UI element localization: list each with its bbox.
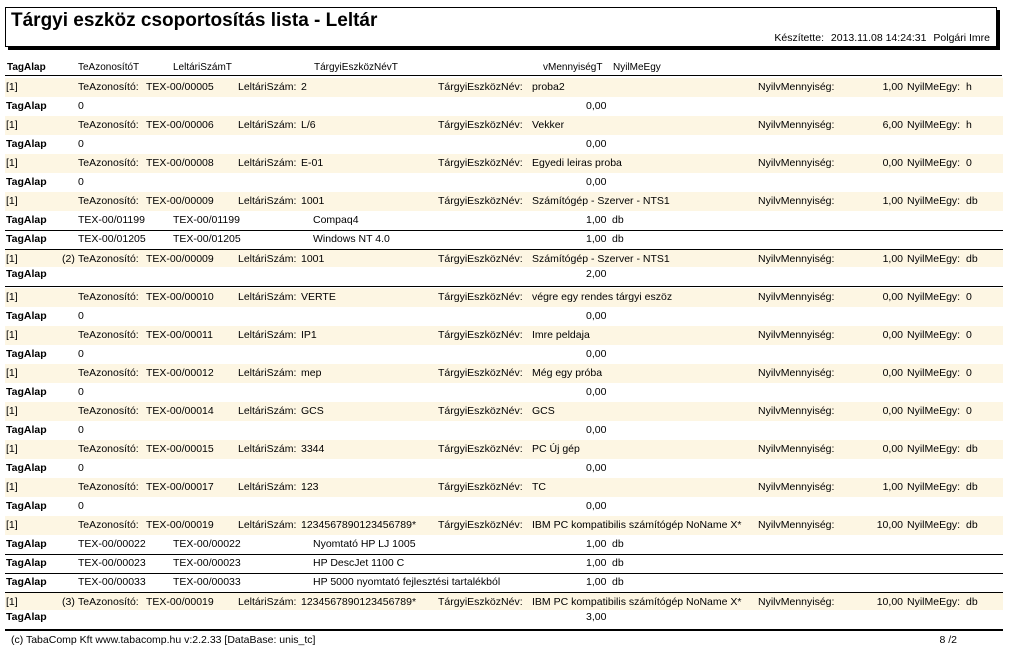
cell-l: h: [966, 119, 972, 131]
col-tagalap: TagAlap: [7, 62, 46, 73]
summary-row: [5, 269, 1003, 287]
cell-n: HP 5000 nyomtató fejlesztési tartalékból: [313, 576, 501, 588]
cell-i: NyilvMennyiség:: [758, 443, 835, 455]
cell-q: 0,00: [586, 176, 607, 188]
group-row: [5, 250, 1003, 267]
cell-e: LeltáriSzám:: [238, 329, 297, 341]
cell-a: [1]: [6, 253, 18, 265]
cell-q: 0,00: [586, 462, 607, 474]
cell-j: 10,00: [876, 596, 903, 608]
cell-f: E-01: [301, 157, 324, 169]
made-by: Polgári Imre: [933, 32, 990, 44]
report-title: Tárgyi eszköz csoportosítás lista - Leltár: [11, 10, 378, 31]
cell-e: LeltáriSzám:: [238, 253, 297, 265]
cell-q: 1,00: [586, 557, 607, 569]
cell-l: 0: [966, 329, 972, 341]
cell-a: [1]: [6, 329, 18, 341]
cell-g: TárgyiEszközNév:: [438, 81, 523, 93]
group-row: [5, 78, 1003, 97]
cell-a: TagAlap: [6, 611, 47, 623]
summary-row: [5, 307, 1003, 327]
cell-h: Egyedi leiras proba: [532, 157, 622, 169]
cell-f: 2: [301, 81, 307, 93]
cell-l: db: [966, 596, 978, 608]
cell-a: [1]: [6, 195, 18, 207]
cell-b: 0: [78, 310, 84, 322]
cell-n: Compaq4: [313, 214, 359, 226]
cell-b: 0: [78, 176, 84, 188]
cell-q: 0,00: [586, 424, 607, 436]
cell-l: 0: [966, 367, 972, 379]
cell-e: LeltáriSzám:: [238, 119, 297, 131]
cell-m: TEX-00/00023: [173, 557, 241, 569]
cell-d: TEX-00/00005: [146, 81, 214, 93]
cell-i: NyilvMennyiség:: [758, 157, 835, 169]
cell-k: NyilMeEgy:: [907, 291, 961, 303]
cell-f: 3344: [301, 443, 325, 455]
cell-q: 1,00: [586, 538, 607, 550]
cell-g: TárgyiEszközNév:: [438, 329, 523, 341]
cell-a: [1]: [6, 157, 18, 169]
cell-n: Windows NT 4.0: [313, 233, 390, 245]
page-number: 8 /2: [939, 634, 957, 646]
cell-e: LeltáriSzám:: [238, 596, 297, 608]
cell-f: 1234567890123456789*: [301, 519, 417, 531]
cell-l: db: [966, 519, 978, 531]
cell-b: 0: [78, 348, 84, 360]
made-date: 2013.11.08 14:24:31: [830, 32, 927, 44]
cell-q: 0,00: [586, 138, 607, 150]
cell-a: [1]: [6, 596, 18, 608]
cell-g: TárgyiEszközNév:: [438, 253, 523, 265]
cell-j: 1,00: [882, 481, 903, 493]
group-row: [5, 154, 1003, 173]
cell-b: TEX-00/00023: [78, 557, 146, 569]
cell-h: végre egy rendes tárgyi eszöz: [532, 291, 673, 303]
cell-c: TeAzonosító:: [78, 253, 139, 265]
cell-q: 1,00: [586, 214, 607, 226]
col-menny: vMennyiségT: [543, 62, 603, 73]
cell-a: TagAlap: [6, 557, 47, 569]
cell-j: 0,00: [882, 157, 903, 169]
col-egy: NyilMeEgy: [613, 62, 661, 73]
cell-d: TEX-00/00019: [146, 519, 214, 531]
cell-q: 0,00: [586, 348, 607, 360]
detail-row: [5, 535, 1003, 555]
report-title-box: [5, 7, 997, 47]
cell-h: IBM PC kompatibilis számítógép NoName X*: [532, 519, 742, 531]
cell-b: (3): [62, 596, 75, 608]
cell-k: NyilMeEgy:: [907, 253, 961, 265]
cell-b: 0: [78, 424, 84, 436]
cell-l: db: [966, 443, 978, 455]
cell-r: db: [612, 576, 624, 588]
cell-a: TagAlap: [6, 214, 47, 226]
cell-i: NyilvMennyiség:: [758, 291, 835, 303]
cell-i: NyilvMennyiség:: [758, 253, 835, 265]
cell-l: 0: [966, 291, 972, 303]
cell-b: TEX-00/01199: [78, 214, 145, 226]
cell-a: TagAlap: [6, 576, 47, 588]
footer-divider: [5, 630, 1003, 631]
group-row: [5, 288, 1003, 307]
cell-g: TárgyiEszközNév:: [438, 443, 523, 455]
cell-f: 1234567890123456789*: [301, 596, 417, 608]
cell-f: IP1: [301, 329, 317, 341]
cell-l: 0: [966, 405, 972, 417]
cell-b: 0: [78, 462, 84, 474]
cell-j: 1,00: [882, 81, 903, 93]
cell-a: TagAlap: [6, 348, 47, 360]
cell-m: TEX-00/00022: [173, 538, 241, 550]
summary-row: [5, 383, 1003, 403]
cell-j: 0,00: [882, 329, 903, 341]
cell-c: TeAzonosító:: [78, 157, 139, 169]
cell-d: TEX-00/00006: [146, 119, 214, 131]
cell-k: NyilMeEgy:: [907, 329, 961, 341]
cell-a: [1]: [6, 405, 18, 417]
summary-row: [5, 421, 1003, 441]
cell-q: 0,00: [586, 500, 607, 512]
cell-h: PC Új gép: [532, 443, 580, 455]
cell-f: mep: [301, 367, 322, 379]
cell-k: NyilMeEgy:: [907, 157, 961, 169]
cell-a: [1]: [6, 481, 18, 493]
cell-a: [1]: [6, 81, 18, 93]
cell-l: db: [966, 481, 978, 493]
cell-a: TagAlap: [6, 424, 47, 436]
cell-i: NyilvMennyiség:: [758, 119, 835, 131]
cell-b: TEX-00/01205: [78, 233, 146, 245]
cell-j: 0,00: [882, 367, 903, 379]
cell-r: db: [612, 214, 624, 226]
cell-i: NyilvMennyiség:: [758, 405, 835, 417]
summary-row: [5, 459, 1003, 479]
cell-r: db: [612, 233, 624, 245]
cell-g: TárgyiEszközNév:: [438, 157, 523, 169]
cell-j: 0,00: [882, 405, 903, 417]
cell-b: (2): [62, 253, 75, 265]
cell-q: 0,00: [586, 386, 607, 398]
group-row: [5, 593, 1003, 610]
cell-k: NyilMeEgy:: [907, 596, 961, 608]
summary-row: [5, 497, 1003, 517]
cell-a: TagAlap: [6, 176, 47, 188]
cell-f: VERTE: [301, 291, 336, 303]
cell-h: Még egy próba: [532, 367, 603, 379]
col-teazon: TeAzonosítóT: [78, 62, 140, 73]
cell-q: 1,00: [586, 233, 607, 245]
cell-l: db: [966, 253, 978, 265]
cell-e: LeltáriSzám:: [238, 405, 297, 417]
summary-row: [5, 135, 1003, 155]
cell-e: LeltáriSzám:: [238, 291, 297, 303]
cell-a: [1]: [6, 367, 18, 379]
col-leltari: LeltáriSzámT: [173, 62, 232, 73]
cell-l: h: [966, 81, 972, 93]
cell-a: TagAlap: [6, 386, 47, 398]
cell-r: db: [612, 538, 624, 550]
cell-f: GCS: [301, 405, 324, 417]
cell-r: db: [612, 557, 624, 569]
header-divider: [5, 75, 1002, 76]
cell-g: TárgyiEszközNév:: [438, 367, 523, 379]
cell-b: 0: [78, 100, 84, 112]
cell-d: TEX-00/00017: [146, 481, 214, 493]
summary-row: [5, 345, 1003, 365]
cell-c: TeAzonosító:: [78, 519, 139, 531]
group-row: [5, 364, 1003, 383]
cell-g: TárgyiEszközNév:: [438, 405, 523, 417]
summary-row: [5, 173, 1003, 193]
cell-b: 0: [78, 138, 84, 150]
cell-a: TagAlap: [6, 233, 47, 245]
cell-j: 10,00: [876, 519, 903, 531]
cell-c: TeAzonosító:: [78, 367, 139, 379]
cell-q: 0,00: [586, 100, 607, 112]
cell-i: NyilvMennyiség:: [758, 596, 835, 608]
col-nev: TárgyiEszközNévT: [314, 62, 398, 73]
cell-i: NyilvMennyiség:: [758, 329, 835, 341]
cell-a: TagAlap: [6, 310, 47, 322]
cell-c: TeAzonosító:: [78, 405, 139, 417]
cell-c: TeAzonosító:: [78, 596, 139, 608]
cell-f: 1001: [301, 195, 325, 207]
cell-i: NyilvMennyiség:: [758, 519, 835, 531]
cell-j: 6,00: [882, 119, 903, 131]
cell-a: TagAlap: [6, 138, 47, 150]
group-row: [5, 440, 1003, 459]
cell-c: TeAzonosító:: [78, 481, 139, 493]
cell-e: LeltáriSzám:: [238, 481, 297, 493]
cell-m: TEX-00/01205: [173, 233, 241, 245]
cell-d: TEX-00/00015: [146, 443, 214, 455]
cell-h: proba2: [532, 81, 565, 93]
cell-g: TárgyiEszközNév:: [438, 519, 523, 531]
cell-e: LeltáriSzám:: [238, 81, 297, 93]
cell-k: NyilMeEgy:: [907, 405, 961, 417]
cell-k: NyilMeEgy:: [907, 81, 961, 93]
cell-q: 3,00: [586, 611, 607, 623]
cell-q: 0,00: [586, 310, 607, 322]
cell-g: TárgyiEszközNév:: [438, 596, 523, 608]
group-row: [5, 516, 1003, 535]
cell-c: TeAzonosító:: [78, 291, 139, 303]
cell-l: 0: [966, 157, 972, 169]
cell-c: TeAzonosító:: [78, 443, 139, 455]
cell-k: NyilMeEgy:: [907, 119, 961, 131]
cell-h: GCS: [532, 405, 555, 417]
made-label: Készítette:: [774, 32, 824, 44]
cell-n: Nyomtató HP LJ 1005: [313, 538, 416, 550]
cell-m: TEX-00/00033: [173, 576, 241, 588]
cell-i: NyilvMennyiség:: [758, 195, 835, 207]
footer-text: (c) TabaComp Kft www.tabacomp.hu v:2.2.33 [DataBase: unis_tc]: [11, 634, 316, 646]
cell-d: TEX-00/00014: [146, 405, 214, 417]
group-row: [5, 326, 1003, 345]
cell-c: TeAzonosító:: [78, 81, 139, 93]
group-row: [5, 192, 1003, 211]
cell-d: TEX-00/00010: [146, 291, 214, 303]
cell-h: Számítógép - Szerver - NTS1: [532, 253, 670, 265]
cell-k: NyilMeEgy:: [907, 443, 961, 455]
summary-row: [5, 97, 1003, 117]
cell-n: HP DescJet 1100 C: [313, 557, 405, 569]
cell-c: TeAzonosító:: [78, 195, 139, 207]
cell-j: 1,00: [882, 253, 903, 265]
cell-l: db: [966, 195, 978, 207]
cell-b: 0: [78, 386, 84, 398]
group-row: [5, 402, 1003, 421]
cell-a: TagAlap: [6, 462, 47, 474]
column-header: [0, 62, 1011, 74]
cell-h: Számítógép - Szerver - NTS1: [532, 195, 670, 207]
cell-h: Imre peldaja: [532, 329, 590, 341]
detail-row: [5, 554, 1003, 574]
cell-f: 123: [301, 481, 319, 493]
group-row: [5, 116, 1003, 135]
cell-h: TC: [532, 481, 546, 493]
cell-a: [1]: [6, 119, 18, 131]
cell-m: TEX-00/01199: [173, 214, 240, 226]
cell-j: 0,00: [882, 443, 903, 455]
summary-row: [5, 612, 1003, 630]
cell-b: TEX-00/00022: [78, 538, 146, 550]
cell-i: NyilvMennyiség:: [758, 481, 835, 493]
cell-j: 1,00: [882, 195, 903, 207]
cell-b: 0: [78, 500, 84, 512]
cell-e: LeltáriSzám:: [238, 519, 297, 531]
cell-c: TeAzonosító:: [78, 119, 139, 131]
cell-a: [1]: [6, 291, 18, 303]
cell-f: 1001: [301, 253, 325, 265]
cell-g: TárgyiEszközNév:: [438, 195, 523, 207]
cell-d: TEX-00/00019: [146, 596, 214, 608]
cell-h: IBM PC kompatibilis számítógép NoName X*: [532, 596, 742, 608]
cell-a: [1]: [6, 443, 18, 455]
cell-f: L/6: [301, 119, 316, 131]
cell-e: LeltáriSzám:: [238, 367, 297, 379]
cell-g: TárgyiEszközNév:: [438, 119, 523, 131]
cell-j: 0,00: [882, 291, 903, 303]
cell-a: [1]: [6, 519, 18, 531]
cell-i: NyilvMennyiség:: [758, 81, 835, 93]
cell-d: TEX-00/00011: [146, 329, 213, 341]
cell-d: TEX-00/00008: [146, 157, 214, 169]
cell-k: NyilMeEgy:: [907, 367, 961, 379]
cell-q: 1,00: [586, 576, 607, 588]
detail-row: [5, 230, 1003, 250]
cell-q: 2,00: [586, 268, 607, 280]
cell-h: Vekker: [532, 119, 565, 131]
detail-row: [5, 211, 1003, 231]
cell-b: TEX-00/00033: [78, 576, 146, 588]
cell-k: NyilMeEgy:: [907, 481, 961, 493]
cell-g: TárgyiEszközNév:: [438, 481, 523, 493]
cell-d: TEX-00/00012: [146, 367, 214, 379]
cell-e: LeltáriSzám:: [238, 157, 297, 169]
cell-a: TagAlap: [6, 268, 47, 280]
cell-k: NyilMeEgy:: [907, 519, 961, 531]
cell-e: LeltáriSzám:: [238, 195, 297, 207]
cell-d: TEX-00/00009: [146, 195, 214, 207]
cell-d: TEX-00/00009: [146, 253, 214, 265]
cell-g: TárgyiEszközNév:: [438, 291, 523, 303]
cell-i: NyilvMennyiség:: [758, 367, 835, 379]
detail-row: [5, 573, 1003, 593]
cell-a: TagAlap: [6, 100, 47, 112]
group-row: [5, 478, 1003, 497]
cell-a: TagAlap: [6, 500, 47, 512]
cell-c: TeAzonosító:: [78, 329, 139, 341]
cell-a: TagAlap: [6, 538, 47, 550]
cell-e: LeltáriSzám:: [238, 443, 297, 455]
cell-k: NyilMeEgy:: [907, 195, 961, 207]
report-meta: [770, 32, 990, 44]
